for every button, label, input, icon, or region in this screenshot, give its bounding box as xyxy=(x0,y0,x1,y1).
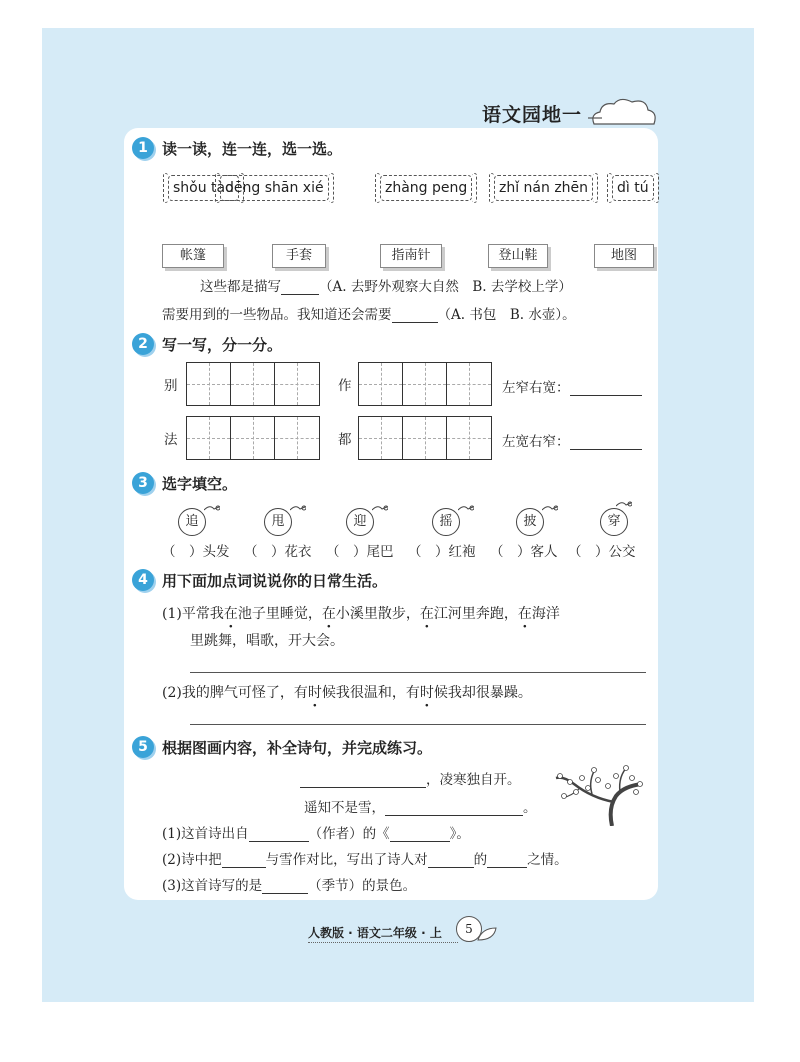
fill-item[interactable]: （ ）公交 xyxy=(568,544,636,560)
answer-blank[interactable] xyxy=(262,893,308,894)
word-card: 帐篷 xyxy=(162,244,224,268)
fill-item[interactable]: （ ）头发 xyxy=(162,544,230,560)
section-5-title: 根据图画内容，补全诗句，并完成练习。 xyxy=(162,739,433,757)
pinyin-card: dēng shān xié xyxy=(220,175,329,201)
character-tag: 摇 xyxy=(432,508,460,536)
page-title: 语文园地一 xyxy=(482,104,583,126)
pinyin-card: zhǐ nán zhēn xyxy=(494,175,593,201)
word-card: 手套 xyxy=(272,244,326,268)
answer-blank[interactable] xyxy=(281,294,319,295)
answer-blank[interactable] xyxy=(385,815,523,816)
poem-line-1: ，凌寒独自开。 xyxy=(300,768,521,788)
pinyin-card: shǒu tào xyxy=(168,175,239,201)
string-icon xyxy=(290,504,306,514)
section-2-title: 写一写，分一分。 xyxy=(162,336,283,354)
footer-label: 人教版 · 语文二年级 · 上 xyxy=(308,926,442,940)
word-card: 指南针 xyxy=(380,244,442,268)
leaf-icon xyxy=(476,926,498,942)
q1-line-2: 需要用到的一些物品。我知道还会需要 （A. 书包 B. 水壶）。 xyxy=(162,307,576,323)
character-tag: 追 xyxy=(178,508,206,536)
q5-question-1: (1)这首诗出自 （作者）的《 》。 xyxy=(162,826,470,842)
character-tag: 迎 xyxy=(346,508,374,536)
q4-sentence-2: (2)我的脾气可怪了，有时候我很温和，有时候我却很暴躁。 xyxy=(162,685,532,701)
fill-item[interactable]: （ ）红袍 xyxy=(408,544,476,560)
answer-blank[interactable] xyxy=(428,867,474,868)
footer-divider xyxy=(308,942,458,943)
answer-blank[interactable] xyxy=(249,841,309,842)
q4-sentence-1: (1)平常我在池子里睡觉，在小溪里散步，在江河里奔跑，在海洋 xyxy=(162,606,560,622)
writing-grid[interactable] xyxy=(186,362,320,406)
character-tag: 披 xyxy=(516,508,544,536)
answer-line[interactable] xyxy=(190,672,646,673)
cloud-icon xyxy=(588,96,660,132)
char-label: 别 xyxy=(164,378,178,394)
answer-blank[interactable] xyxy=(487,867,527,868)
section-4-badge: 4 xyxy=(132,569,154,591)
writing-grid[interactable] xyxy=(358,416,492,460)
string-icon xyxy=(204,504,220,514)
string-icon xyxy=(616,500,632,510)
character-tag: 甩 xyxy=(264,508,292,536)
section-1-badge: 1 xyxy=(132,137,154,159)
char-label: 法 xyxy=(164,432,178,448)
answer-blank[interactable] xyxy=(300,787,426,788)
character-tag: 穿 xyxy=(600,508,628,536)
word-card: 登山鞋 xyxy=(488,244,548,268)
answer-line[interactable] xyxy=(190,724,646,725)
char-label: 都 xyxy=(338,432,352,448)
answer-blank[interactable] xyxy=(222,867,266,868)
page-number: 5 xyxy=(456,916,482,942)
answer-blank[interactable] xyxy=(392,322,438,323)
writing-grid[interactable] xyxy=(358,362,492,406)
answer-blank[interactable] xyxy=(570,395,642,396)
section-1-title: 读一读，连一连，选一选。 xyxy=(162,140,343,158)
fill-item[interactable]: （ ）尾巴 xyxy=(326,544,394,560)
string-icon xyxy=(542,504,558,514)
category-left-wide: 左宽右窄： xyxy=(502,430,642,450)
q5-question-3: (3)这首诗写的是 （季节）的景色。 xyxy=(162,878,417,894)
pinyin-card: zhàng peng xyxy=(380,175,472,201)
char-label: 作 xyxy=(338,378,352,394)
pinyin-card: dì tú xyxy=(612,175,654,201)
q1-line-1: 这些都是描写 （A. 去野外观察大自然 B. 去学校上学） xyxy=(200,279,572,295)
poem-line-2: 遥知不是雪， 。 xyxy=(304,800,537,816)
q4-sentence-1-cont: 里跳舞，唱歌，开大会。 xyxy=(190,633,344,649)
answer-blank[interactable] xyxy=(390,841,450,842)
answer-blank[interactable] xyxy=(570,449,642,450)
category-left-narrow: 左窄右宽： xyxy=(502,376,642,396)
plum-blossom-illustration xyxy=(552,762,648,826)
section-5-badge: 5 xyxy=(132,736,154,758)
fill-item[interactable]: （ ）客人 xyxy=(490,544,558,560)
string-icon xyxy=(458,504,474,514)
fill-item[interactable]: （ ）花衣 xyxy=(244,544,312,560)
section-3-title: 选字填空。 xyxy=(162,475,238,493)
section-3-badge: 3 xyxy=(132,472,154,494)
writing-grid[interactable] xyxy=(186,416,320,460)
q5-question-2: (2)诗中把 与雪作对比，写出了诗人对 的 之情。 xyxy=(162,852,568,868)
word-card: 地图 xyxy=(594,244,654,268)
string-icon xyxy=(372,504,388,514)
section-2-badge: 2 xyxy=(132,333,154,355)
section-4-title: 用下面加点词说说你的日常生活。 xyxy=(162,572,388,590)
